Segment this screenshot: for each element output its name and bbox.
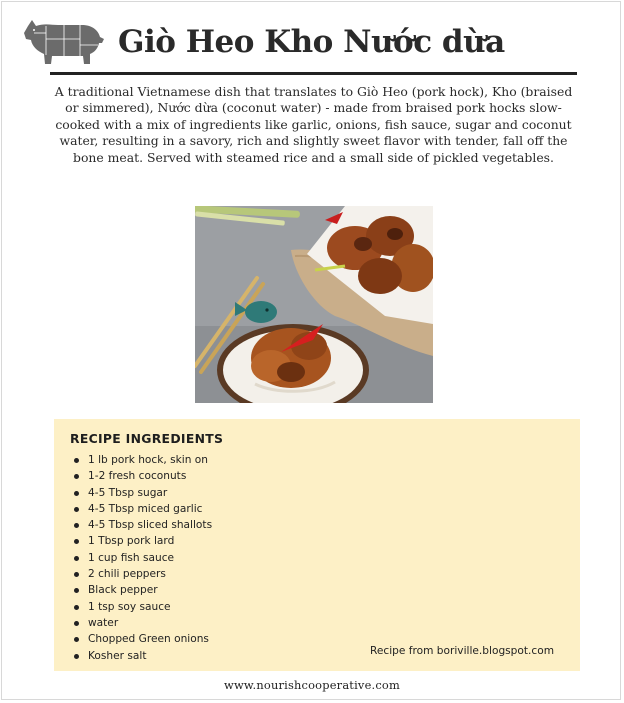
list-item: Kosher salt [70,648,212,664]
list-item: 1 cup fish sauce [70,550,212,566]
list-item: 4-5 Tbsp sliced shallots [70,517,212,533]
list-item: 2 chili peppers [70,566,212,582]
recipe-credit: Recipe from boriville.blogspot.com [370,645,555,657]
title-divider [50,72,577,75]
list-item: 4-5 Tbsp sugar [70,485,212,501]
intro-paragraph: A traditional Vietnamese dish that translates to Giò Heo (pork hock), Kho (braised or simmered), Nước dừa (coconut water) - made from braised pork hocks slow-cooked with a mix of ingredients like garlic, onions, fish sauce, sugar and coconut water, resulting in a savory, rich and slightly sweet flavor with tender, fall off the bone meat. Served with steamed rice and a small side of pickled vegetables. [54,84,573,165]
list-item: 1-2 fresh coconuts [70,468,212,484]
ingredients-list [70,452,212,664]
header [22,14,582,76]
list-item: 1 tsp soy sauce [70,599,212,615]
list-item: 1 Tbsp pork lard [70,533,212,549]
list-item: Chopped Green onions [70,631,212,647]
list-item: Black pepper [70,582,212,598]
list-item: 1 lb pork hock, skin on [70,452,212,468]
list-item: water [70,615,212,631]
ingredients-box [54,419,580,671]
footer-url: www.nourishcooperative.com [224,678,400,692]
list-item: 4-5 Tbsp miced garlic [70,501,212,517]
dish-photo [195,206,433,403]
ingredients-heading: RECIPE INGREDIENTS [70,431,224,446]
page-title: Giò Heo Kho Nước dừa [118,24,505,60]
pig-cuts-icon [22,17,106,67]
